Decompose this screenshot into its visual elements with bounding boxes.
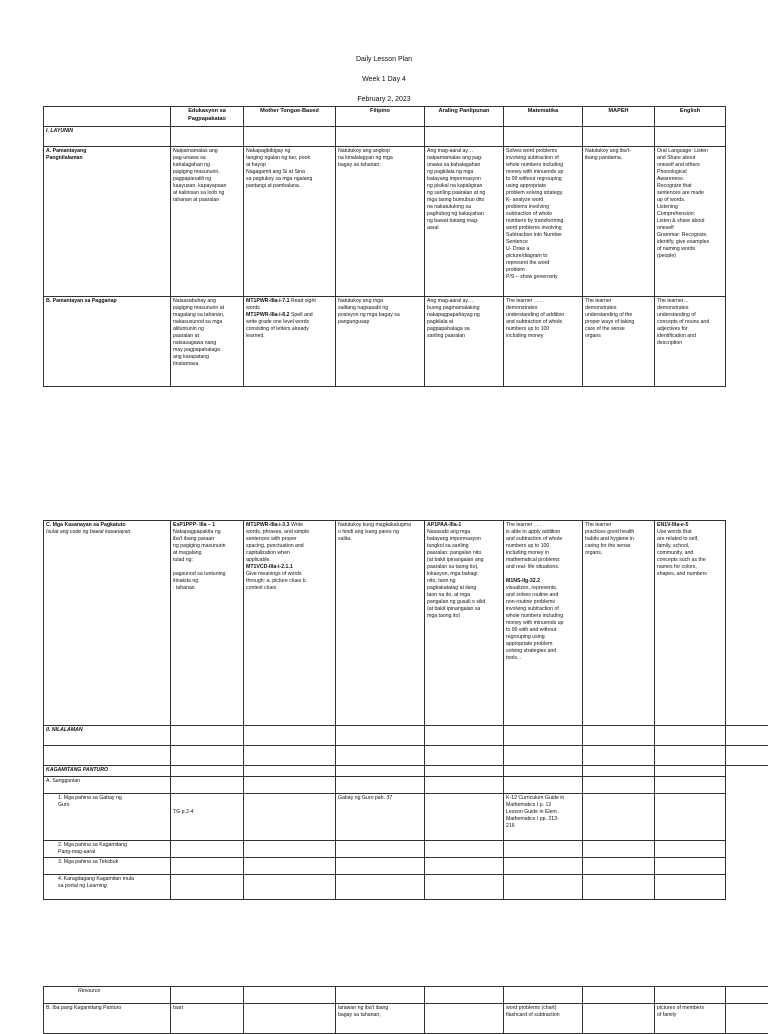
competency-text: Write words, phrases, and simple sentences with proper spacing, punctuation and capitalization when applicable. <box>246 522 309 563</box>
empty-cell <box>583 127 655 147</box>
cell-res-math: word problems (chart) flashcard of subtraction <box>504 1004 583 1034</box>
empty-cell <box>655 777 726 794</box>
empty-cell <box>726 875 768 900</box>
empty-cell <box>504 766 583 777</box>
empty-cell <box>171 746 244 766</box>
empty-cell <box>171 858 244 875</box>
col-header-math: Matematika <box>504 107 583 127</box>
empty-cell <box>336 858 425 875</box>
empty-cell <box>336 766 425 777</box>
cell-r1-english <box>655 794 726 841</box>
cell-r1-filipino: Gabay ng Guro pah. 37 <box>336 794 425 841</box>
empty-cell <box>655 766 726 777</box>
cell-a-esp: Naipamamalas ang pag-unawa sa kahalagahan ng pagiging masunurin, pagpapanatili ng kaayusan, kapayapaan at kalinisan sa loob ng tahanan at paaralan <box>171 147 244 297</box>
competency-text: Nasasabi ang mga batayang impormasyon tungkol sa sariling paaralan: pangalan nito (at bakit ipinangalan ang paaralan sa taong ito), lokasyon, mga bahagi nito, taon ng pagkakatatag at ilang taon na ito, at mga pangalan ng gusali o silid (at bakit ipinangalan sa mga taong ito) <box>427 529 485 619</box>
empty-cell <box>655 987 726 1004</box>
empty-cell <box>655 726 726 746</box>
lesson-table-top <box>43 106 726 387</box>
cell-b-math: The learner . . . . demonstrates understanding of addition and subtraction of whole numbers up to 100 including money <box>504 297 583 387</box>
empty-cell <box>583 841 655 858</box>
empty-cell <box>44 746 171 766</box>
col-header-esp: Edukasyon sa Pagpapakatao <box>171 107 244 127</box>
cell-r1-math: K-12 Curriculum Guide in Mathematics I p. 12 Lesson Guide in Elem. Mathematics I pp. 213- 216 <box>504 794 583 841</box>
empty-cell <box>244 987 336 1004</box>
competency-text: visualizes, represents, and solves routine and non-routine problems involving subtraction of whole numbers including money with minuends up to 99 with and without regrouping using appropriate problem solving strategies and tools. . <box>506 585 563 661</box>
empty-cell <box>583 726 655 746</box>
empty-cell <box>655 841 726 858</box>
empty-cell <box>244 766 336 777</box>
empty-cell <box>504 875 583 900</box>
empty-cell <box>726 777 768 794</box>
empty-cell <box>336 777 425 794</box>
sanggunian-label: A. Sanggunian <box>44 777 171 794</box>
competency-text: Use words that are related to self, family, school, community, and concepts such as the names for colors, shapes, and numbers <box>657 529 707 577</box>
layunin-heading: I. LAYUNIN <box>44 127 171 147</box>
empty-cell <box>504 841 583 858</box>
empty-cell <box>171 841 244 858</box>
row-label-gabay-ng-guro: 1. Mga pahina sa Gabay ng Guro <box>44 794 171 841</box>
competency-code: MT1PWR-IIIa-i-3.3 <box>246 522 290 528</box>
empty-cell <box>504 746 583 766</box>
karagdagang-label-italic: Learning <box>87 883 107 889</box>
empty-cell <box>171 987 244 1004</box>
empty-cell <box>655 746 726 766</box>
cell-r1-mapeh <box>583 794 655 841</box>
cell-a-mapeh: Natutukoy ang iba't- ibang pandama. <box>583 147 655 297</box>
cell-c-ap <box>425 521 504 726</box>
empty-cell <box>583 858 655 875</box>
cell-c-mapeh: The learner practices good health habits and hygiene in caring for the sense organs. <box>583 521 655 726</box>
row-label-iba-pang-kagamitan: B. Iba pang Kagamitang Panturo <box>44 1004 171 1034</box>
cell-a-ap: Ang mag-aaral ay… naipamamalas ang pag- unawa sa kahalagahan ng pagkilala ng mga batayang impormasyon ng pisikal na kapaligiran ng sariling paaralan at ng mga taong bumubuo dito na nakatutulong sa paghubog ng kakayahan ng bawat batang mag- aaral <box>425 147 504 297</box>
competency-text: Nakapagpapakita ng iba't ibang paraan ng pagiging masunurin at magalang tulad ng: pagsunod sa tuntuning itinakda ng: : tahanan <box>173 529 226 591</box>
lesson-table-middle <box>43 520 768 900</box>
col-header-mapeh: MAPEH <box>583 107 655 127</box>
row-label-kagamitang-pang-mag-aaral: 2. Mga pahina sa Kagamitang Pang-mag-aaral <box>44 841 171 858</box>
empty-cell <box>655 858 726 875</box>
empty-cell <box>336 746 425 766</box>
cell-a-math: Solves word problems involving subtraction of whole numbers including money with minuends up to 99 without regrouping using appropriate problem solving strategy. K- analyze word problems involving subtraction of whole numbers by transforming word problems involving Subtraction into Number Sentence U- Draw a picture/diagram to represent the word problem P/S – show generosity <box>504 147 583 297</box>
cell-b-esp: Naisasabuhay ang pagiging masunurin at magalang sa tahanan, nakasusunod sa mga alituntunin ng paaralan at naisasagawa nang may pagpapahalaga ang karapatang tinatamasa <box>171 297 244 387</box>
cell-a-filipino: Natutukoy ang angkop na kinalalagyan ng mga bagay sa tahanan; <box>336 147 425 297</box>
cell-res-english: pictures of members of family <box>655 1004 726 1034</box>
kagamitang-panturo-heading: KAGAMITANG PANTURO <box>44 766 171 777</box>
empty-cell <box>244 726 336 746</box>
nilalaman-heading: II. NILALAMAN <box>44 726 171 746</box>
empty-cell <box>726 521 768 726</box>
empty-cell <box>244 127 336 147</box>
empty-cell <box>726 841 768 858</box>
empty-cell <box>655 127 726 147</box>
competency-code: M1NS-IIg-32.2 <box>506 578 540 584</box>
empty-cell <box>425 726 504 746</box>
col-header-filipino: Filipino <box>336 107 425 127</box>
empty-cell <box>336 875 425 900</box>
empty-cell <box>583 777 655 794</box>
cell-r1-esp: TG p.2-4 <box>171 794 244 841</box>
competency-code: AP1PAA-IIIa-1 <box>427 522 461 528</box>
empty-cell <box>726 726 768 746</box>
cell-c-math <box>504 521 583 726</box>
empty-cell <box>171 875 244 900</box>
doc-title: Daily Lesson Plan <box>0 56 768 63</box>
empty-cell <box>425 875 504 900</box>
empty-cell <box>504 777 583 794</box>
empty-cell <box>726 858 768 875</box>
empty-cell <box>726 987 768 1004</box>
empty-cell <box>504 987 583 1004</box>
empty-cell <box>171 726 244 746</box>
cell-a-mtb: Nakapagbibigay ng tanging ngalan ng tao, pook at hayop Nagagamit ang Si at Sina sa pagtukoy sa mga ngalang pantangi at pambalana. <box>244 147 336 297</box>
col-header-ap: Araling Panlipunan <box>425 107 504 127</box>
empty-cell <box>425 841 504 858</box>
empty-cell <box>425 746 504 766</box>
empty-cell <box>655 875 726 900</box>
cell-r1-mtb <box>244 794 336 841</box>
kasanayan-title: C. Mga Kasanayan sa Pagkatuto <box>46 522 126 528</box>
row-label-teksbuk: 3. Mga pahina sa Teksbuk <box>44 858 171 875</box>
col-header-mtb: Mother Tongue-Based <box>244 107 336 127</box>
empty-cell <box>504 127 583 147</box>
competency-code: EN1V-IIIa-e-5 <box>657 522 688 528</box>
lesson-table-bottom <box>43 986 768 1034</box>
kasanayan-subtitle: Isulat ang code ng bawat kasanayan. <box>46 529 132 535</box>
competency-text: Read sight words <box>246 298 316 311</box>
empty-cell <box>171 777 244 794</box>
cell-c-english <box>655 521 726 726</box>
cell-a-english: Oral Language: Listen and Share about oneself and others Phonological Awareness: Recognize that sentences are made up of words. Listening Comprehension: Listen & share about oneself Grammar: Recognize, identify, give examples of naming words (people) <box>655 147 726 297</box>
col-header-english: English <box>655 107 726 127</box>
cell-res-filipino: larawan ng iba't ibang bagay sa tahanan; <box>336 1004 425 1034</box>
empty-cell <box>244 777 336 794</box>
cell-c-esp <box>171 521 244 726</box>
empty-cell <box>583 987 655 1004</box>
row-label-kasanayan <box>44 521 171 726</box>
empty-cell <box>425 777 504 794</box>
cell-res-mapeh <box>583 1004 655 1034</box>
empty-cell <box>244 858 336 875</box>
empty-cell <box>244 841 336 858</box>
cell-res-mtb <box>244 1004 336 1034</box>
row-label-pamantayan-sa-pagganap: B. Pamantayan sa Pagganap <box>44 297 171 387</box>
corner-cell <box>44 107 171 127</box>
competency-text: Give meanings of words through: a. picture clues b. context clues <box>246 571 307 591</box>
cell-c-filipino: Natutukoy kung magkakatugma o hindi ang isang pares ng salita. <box>336 521 425 726</box>
cell-r1-ap <box>425 794 504 841</box>
cell-b-english: The learner… demonstrates understanding of concepts of nouns and adjectives for identification and description <box>655 297 726 387</box>
karagdagang-label-text: 4. Karagdagang Kagamitan mula sa portal ng <box>58 876 134 889</box>
empty-cell <box>425 987 504 1004</box>
doc-date: February 2, 2023 <box>0 96 768 103</box>
empty-cell <box>726 794 768 841</box>
empty-cell <box>336 127 425 147</box>
competency-code: MT1PWR-IIIa-i-7.1 <box>246 298 290 304</box>
empty-cell <box>726 1004 768 1034</box>
empty-cell <box>336 987 425 1004</box>
competency-code: EsP1PPP- IIIa – 1 <box>173 522 215 528</box>
empty-cell <box>244 875 336 900</box>
empty-cell <box>336 841 425 858</box>
empty-cell <box>425 127 504 147</box>
cell-b-ap: Ang mag-aaral ay… buong pagmamalaking nakapagpapahayag ng pagkilala at pagpapahalaga sa sariling paaralan <box>425 297 504 387</box>
empty-cell <box>583 746 655 766</box>
cell-res-esp: tsart <box>171 1004 244 1034</box>
competency-code: MT1VCD-IIIa-i-2.1.1 <box>246 564 293 570</box>
empty-cell <box>726 766 768 777</box>
row-label-karagdagang-kagamitan <box>44 875 171 900</box>
empty-cell <box>726 746 768 766</box>
cell-b-filipino: Natutukoy ang mga salitang nagsasabi ng posisyon ng mga bagay sa pangungusap <box>336 297 425 387</box>
cell-b-mapeh: The learner demonstrates understanding of the proper ways of taking care of the sense organs <box>583 297 655 387</box>
cell-res-ap <box>425 1004 504 1034</box>
empty-cell <box>425 858 504 875</box>
row-label-pamantayang-pangnilalaman: A. Pamantayang Pangnilalaman <box>44 147 171 297</box>
competency-code: MT1PWR-IIIa-i-8.2 <box>246 312 290 318</box>
cell-c-mtb <box>244 521 336 726</box>
competency-text: The learner . . . is able to apply addition and subtraction of whole numbers up to 100 including money in mathematical problems and real- life situations. <box>506 522 562 570</box>
empty-cell <box>425 766 504 777</box>
empty-cell <box>336 726 425 746</box>
cell-b-mtb <box>244 297 336 387</box>
empty-cell <box>583 766 655 777</box>
empty-cell <box>244 746 336 766</box>
doc-week: Week 1 Day 4 <box>0 76 768 83</box>
empty-cell <box>171 127 244 147</box>
empty-cell <box>171 766 244 777</box>
empty-cell <box>504 858 583 875</box>
empty-cell <box>504 726 583 746</box>
resource-heading: Resource <box>44 987 171 1004</box>
empty-cell <box>583 875 655 900</box>
competency-text: Spell and write grade one level words consisting of letters already learned. <box>246 312 313 339</box>
